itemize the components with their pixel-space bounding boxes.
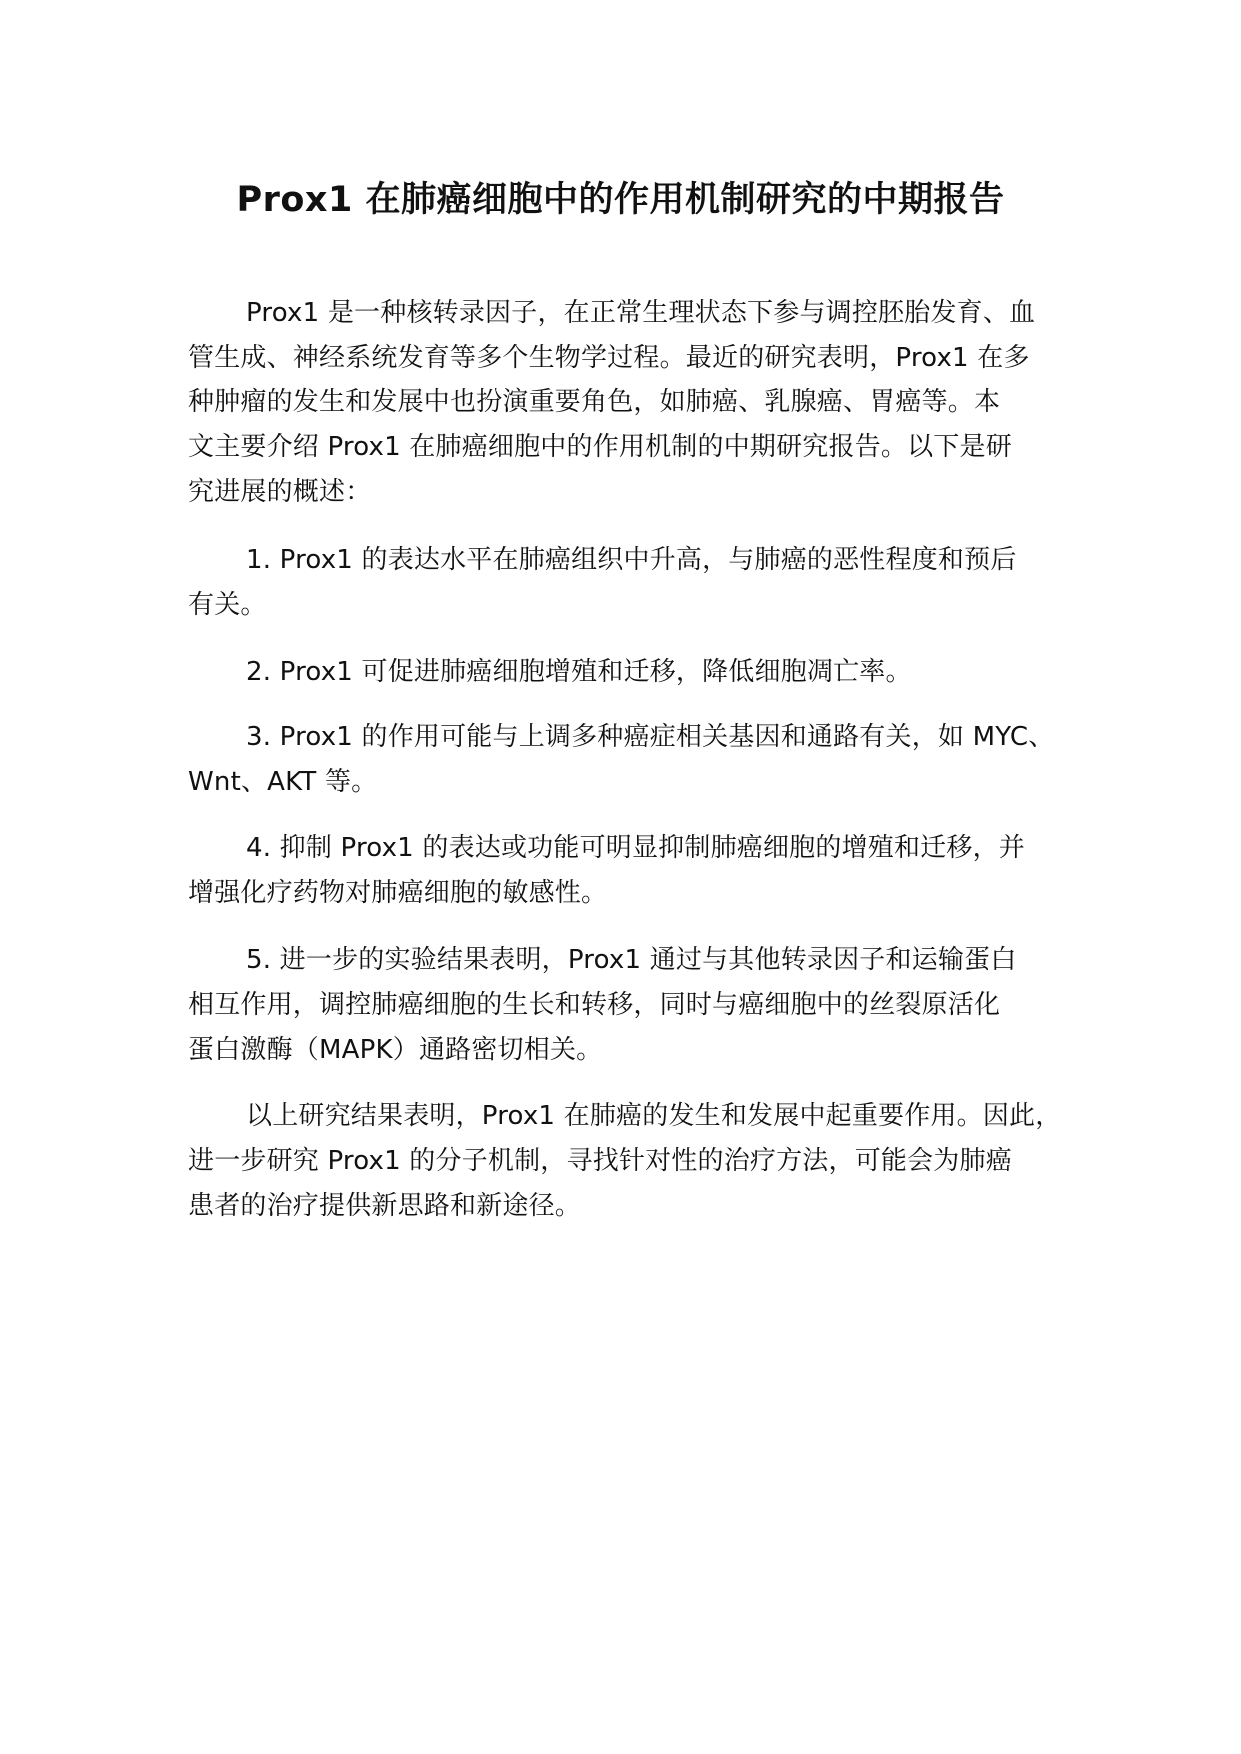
paragraph-line: 蛋白激酶（MAPK）通路密切相关。 — [188, 1035, 603, 1065]
paragraph-line: Wnt、AKT 等。 — [188, 767, 378, 797]
paragraph-line: 管生成、神经系统发育等多个生物学过程。最近的研究表明，Prox1 在多 — [188, 343, 1030, 373]
paragraph-line: 究进展的概述： — [188, 477, 372, 507]
paragraph-line: 相互作用，调控肺癌细胞的生长和转移，同时与癌细胞中的丝裂原活化 — [188, 990, 1001, 1020]
paragraph-line: 种肿瘤的发生和发展中也扮演重要角色，如肺癌、乳腺癌、胃癌等。本 — [188, 387, 1001, 417]
document-title: Prox1 在肺癌细胞中的作用机制研究的中期报告 — [236, 180, 1005, 220]
paragraph-line: 患者的治疗提供新思路和新途径。 — [188, 1191, 582, 1221]
paragraph-line: 1. Prox1 的表达水平在肺癌组织中升高，与肺癌的恶性程度和预后 — [246, 545, 1017, 575]
paragraph-line: 5. 进一步的实验结果表明，Prox1 通过与其他转录因子和运输蛋白 — [246, 945, 1017, 975]
paragraph-line: 以上研究结果表明，Prox1 在肺癌的发生和发展中起重要作用。因此， — [246, 1101, 1062, 1131]
paragraph-line: 有关。 — [188, 590, 267, 620]
paragraph-line: 2. Prox1 可促进肺癌细胞增殖和迁移，降低细胞凋亡率。 — [246, 657, 912, 687]
paragraph-line: 4. 抑制 Prox1 的表达或功能可明显抑制肺癌细胞的增殖和迁移，并 — [246, 833, 1025, 863]
paragraph-line: Prox1 是一种核转录因子，在正常生理状态下参与调控胚胎发育、血 — [246, 298, 1036, 328]
paragraph-line: 文主要介绍 Prox1 在肺癌细胞中的作用机制的中期研究报告。以下是研 — [188, 432, 1012, 462]
paragraph-line: 进一步研究 Prox1 的分子机制，寻找针对性的治疗方法，可能会为肺癌 — [188, 1146, 1012, 1176]
paragraph-line: 3. Prox1 的作用可能与上调多种癌症相关基因和通路有关，如 MYC、 — [246, 722, 1055, 752]
paragraph-line: 增强化疗药物对肺癌细胞的敏感性。 — [188, 878, 608, 908]
